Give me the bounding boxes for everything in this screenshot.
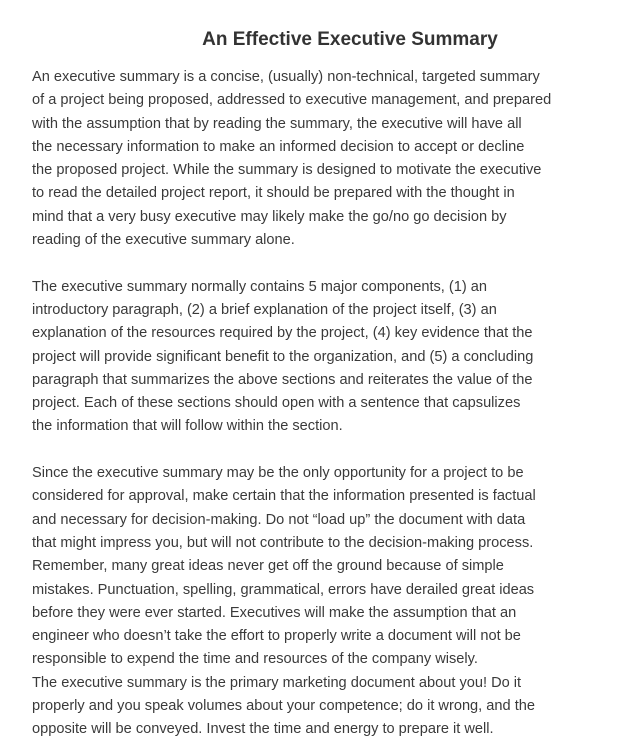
paragraph-spacer: [32, 439, 598, 462]
paragraph-components: [32, 276, 598, 439]
text-line: The executive summary normally contains 5 major components, (1) an: [32, 278, 488, 295]
paragraph-intro: [32, 66, 598, 252]
text-line: properly and you speak volumes about your competence; do it wrong, and the: [32, 698, 535, 715]
text-line: project will provide significant benefit to the organization, and (5) a concluding: [32, 348, 534, 365]
paragraph-approval: [32, 462, 598, 742]
text-line: the information that will follow within the section.: [32, 418, 343, 435]
text-line: to read the detailed project report, it should be prepared with the thought in: [32, 185, 515, 202]
text-line: introductory paragraph, (2) a brief explanation of the project itself, (3) an: [32, 301, 497, 318]
text-line: with the assumption that by reading the summary, the executive will have all: [32, 115, 522, 132]
text-line: mistakes. Punctuation, spelling, grammatical, errors have derailed great ideas: [32, 581, 535, 598]
text-line: Remember, many great ideas never get off the ground because of simple: [32, 558, 504, 575]
document-body: [32, 66, 598, 742]
text-line: and necessary for decision-making. Do not “load up” the document with data: [32, 511, 526, 528]
text-line: mind that a very busy executive may likely make the go/no go decision by: [32, 208, 507, 225]
text-line: the necessary information to make an informed decision to accept or decline: [32, 138, 525, 155]
text-line: opposite will be conveyed. Invest the time and energy to prepare it well.: [32, 721, 494, 738]
text-line: The executive summary is the primary marketing document about you! Do it: [32, 674, 522, 691]
text-line: reading of the executive summary alone.: [32, 232, 295, 249]
text-line: before they were ever started. Executives will make the assumption that an: [32, 604, 517, 621]
page-title: An Effective Executive Summary: [202, 29, 498, 50]
paragraph-spacer: [32, 252, 598, 275]
text-line: Since the executive summary may be the only opportunity for a project to be: [32, 465, 524, 482]
text-line: the proposed project. While the summary is designed to motivate the executive: [32, 162, 542, 179]
text-line: responsible to expend the time and resources of the company wisely.: [32, 651, 478, 668]
text-line: that might impress you, but will not contribute to the decision-making process.: [32, 534, 534, 551]
text-line: of a project being proposed, addressed to executive management, and prepared: [32, 92, 552, 109]
text-line: paragraph that summarizes the above sections and reiterates the value of the: [32, 371, 533, 388]
text-line: An executive summary is a concise, (usually) non-technical, targeted summary: [32, 69, 540, 85]
text-line: considered for approval, make certain that the information presented is factual: [32, 488, 536, 505]
text-line: engineer who doesn’t take the effort to properly write a document will not be: [32, 628, 521, 645]
text-line: project. Each of these sections should open with a sentence that capsulizes: [32, 395, 521, 412]
text-line: explanation of the resources required by the project, (4) key evidence that the: [32, 325, 533, 342]
